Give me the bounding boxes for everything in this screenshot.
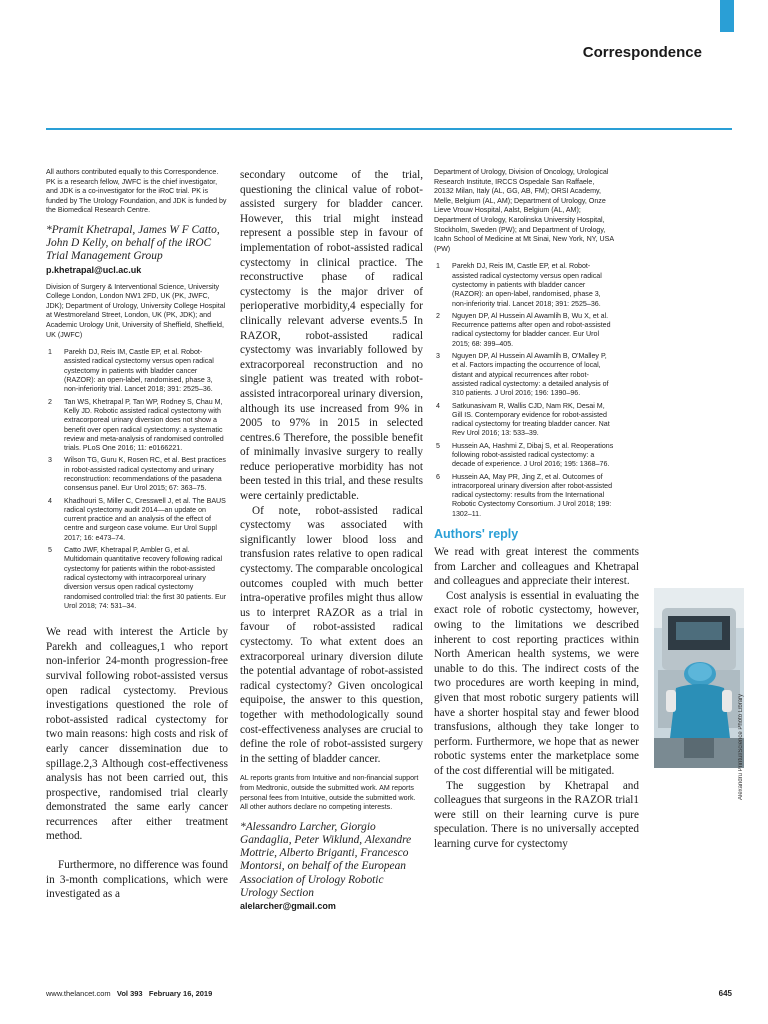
- surgeon-robot-photo: [654, 588, 744, 768]
- reference-text: Parekh DJ, Reis IM, Castle EP, et al. Robot-assisted radical cystectomy versus open radical cystectomy in patients with bladder cancer (RAZOR): an open-label, randomised, phase 3, non-inferiority trial. Lancet 2018; 391: 2525–36.: [452, 262, 602, 308]
- letter-paragraph: Of note, robot-assisted radical cystectomy was associated with significantly lower blood loss and transfusion rates relative to open radical cystectomy. The comparable oncological outcomes coupled with much better intra-operative profiles might thus allow us to interpret RAZOR as a trial in favour of robot-assisted radical cystectomy. To what extent does an extracorporeal urinary diversion dilute the potential advantage of robot-assisted radical cystectomy? Given oncological equipoise, the answer to this question, together with methodologically sound cost-effectiveness analyses are crucial to define the role of robot-assisted surgery in the setting of bladder cancer.: [240, 504, 423, 765]
- reference-item: [434, 473, 614, 519]
- reference-number: 3: [48, 456, 52, 465]
- reference-text: Hussein AA, May PR, Jing Z, et al. Outcomes of intracorporeal urinary diversion after robot-assisted radical cystectomy: results from the International Robotic Cystectomy Consortium. J Urol 2018; 199: 1302–11.: [452, 472, 613, 518]
- reference-item: [46, 546, 228, 611]
- header-rule: [46, 128, 732, 130]
- affiliation: Division of Surgery & Interventional Science, University College London, London NW1 2FD, UK (PK, JWFC, JDK); Department of Urology, University College Hospital at Westmoreland Street, London, UK (PK, JDK); and Academic Urology Unit, University of Sheffield, Sheffield, UK (JWFC): [46, 282, 226, 339]
- affiliation: Department of Urology, Division of Oncology, Urological Research Institute, IRCCS Ospedale San Raffaele, 20132 Milan, Italy (AL, GG, AB, FM); ORSI Academy, Melle, Belgium (AL, AM); Department of Urology, Onze Lieve Vrouw Hospital, Aalst, Belgium (AL, AM); Department of Urology, Karolinska University Hospital, Stockholm, Sweden (PW); and Department of Urology, Icahn School of Medicine at Mt Sinai, New York, NY, USA (PW): [434, 168, 614, 253]
- signature-names: *Alessandro Larcher, Giorgio Gandaglia, Peter Wiklund, Alexandre Mottrie, Alberto Briganti, Francesco Montorsi, on behalf of the European Association of Urology Robotic Urology Section: [240, 820, 412, 899]
- reference-item: [434, 442, 614, 470]
- reference-item: [434, 402, 614, 439]
- signature-email[interactable]: p.khetrapal@ucl.ac.uk: [46, 264, 142, 275]
- column-2: [240, 168, 423, 919]
- reference-text: Satkunasivam R, Wallis CJD, Nam RK, Desai M, Gill IS. Contemporary evidence for robot-assisted radical cystectomy for treating bladder cancer. Nat Rev Urol 2016; 13: 533–39.: [452, 401, 610, 438]
- reference-number: 3: [436, 352, 440, 361]
- reference-item: [46, 497, 228, 543]
- reference-item: [46, 348, 228, 394]
- signature-names: *Pramit Khetrapal, James W F Catto, John D Kelly, on behalf of the iROC Trial Management Group: [46, 223, 220, 263]
- footer-site[interactable]: www.thelancet.com: [46, 989, 111, 998]
- photo-credit: Alexandru Printul/Science Photo Library: [738, 693, 744, 800]
- reference-text: Tan WS, Khetrapal P, Tan WP, Rodney S, Chau M, Kelly JD. Robotic assisted radical cystectomy with extracorporeal urinary diversion does not show a benefit over open radical cystectomy: a systematic review and meta-analysis of randomised controlled trials. PLoS One 2016; 11: e0166221.: [64, 397, 224, 453]
- reference-text: Parekh DJ, Reis IM, Castle EP, et al. Robot-assisted radical cystectomy versus open radical cystectomy in patients with bladder cancer (RAZOR): an open-label, randomised, phase 3, non-inferiority trial. Lancet 2018; 391: 2525–36.: [64, 348, 214, 394]
- page-number: 645: [718, 989, 732, 998]
- reply-heading: Authors' reply: [434, 527, 519, 542]
- reference-number: 5: [436, 441, 440, 450]
- reference-item: [46, 398, 228, 454]
- reference-number: 2: [436, 311, 440, 320]
- reference-text: Hussein AA, Hashmi Z, Dibaj S, et al. Reoperations following robot-assisted radical cystectomy: a decade of experience. J Urol 2016; 195: 1368–76.: [452, 441, 614, 469]
- reply-paragraph: We read with great interest the comments from Larcher and colleagues and Khetrapal and colleagues and appreciate their interest.: [434, 546, 639, 588]
- reference-text: Nguyen DP, Al Hussein Al Awamlih B, O'Malley P, et al. Factors impacting the occurrence of local, distant and atypical recurrences after robot-assisted radical cystectomy: a detailed analysis of 310 patients. J Urol 2016; 196: 1390–96.: [452, 352, 609, 398]
- reference-number: 6: [436, 472, 440, 481]
- reference-text: Catto JWF, Khetrapal P, Ambler G, et al. Multidomain quantitative recovery following radical cystectomy for patients within the robot-assisted radical cystectomy with intracorporeal urinary diversion versus open radical cystectomy randomised controlled trial: the first 30 patients. Eur Urol 2018; 74: 531–34.: [64, 546, 227, 610]
- reference-item: [46, 456, 228, 493]
- reference-list: [434, 262, 614, 519]
- disclosure: AL reports grants from Intuitive and non-financial support from Medtronic, outside the submitted work. AM reports personal fees from Intuitive, outside the submitted work. All other authors declare no competing interests.: [240, 774, 419, 812]
- section-title: Correspondence: [582, 44, 702, 61]
- reference-number: 4: [48, 496, 52, 505]
- reference-text: Khadhouri S, Miller C, Cresswell J, et al. The BAUS radical cystectomy audit 2014—an update on current practice and an analysis of the effect of centre and surgeon case volume. Eur Urol Suppl 2017; 16: e473–74.: [64, 496, 226, 542]
- reference-number: 5: [48, 546, 52, 555]
- reference-text: Wilson TG, Guru K, Rosen RC, et al. Best practices in robot-assisted radical cystectomy and urinary reconstruction: recommendations of the pasadena consensus panel. Eur Urol 2015; 67: 363–75.: [64, 456, 226, 493]
- letter-paragraph: We read with interest the Article by Parekh and colleagues,1 who report non-inferior 24-month progression-free survival following robot-assisted versus open radical cystectomy. Previous investigations questioned the role of robot-assisted radical cystectomy for two main reasons: high costs and risk of early cancer dissemination due to spillage.2,3 Although cost-effectiveness analysis has not been carried out, this prospective, randomised trial clearly demonstrated the same early cancer recurrences after either treatment method.: [46, 626, 228, 843]
- reference-list: [46, 348, 228, 611]
- reference-number: 2: [48, 397, 52, 406]
- reference-item: [434, 352, 614, 398]
- accent-bar: [720, 0, 734, 32]
- reference-text: Nguyen DP, Al Hussein Al Awamlih B, Wu X, et al. Recurrence patterns after open and robot-assisted radical cystectomy for bladder cancer. Eur Urol 2015; 68: 399–405.: [452, 311, 611, 348]
- reference-number: 1: [436, 262, 440, 271]
- reference-item: [434, 262, 614, 308]
- signature-email[interactable]: alelarcher@gmail.com: [240, 900, 336, 911]
- funding-note: All authors contributed equally to this Correspondence. PK is a research fellow, JWFC is the chief investigator, and JDK is a co-investigator for the iRoC trial. PK is funded by The Urology Foundation, and JDK is funded by the Biomedical Research Centre.: [46, 168, 227, 215]
- reply-paragraph: The suggestion by Khetrapal and colleagues that surgeons in the RAZOR trial1 were still on their learning curve is pure speculation. There is no universally accepted learning curve for cystectomy: [434, 779, 639, 850]
- reference-number: 1: [48, 348, 52, 357]
- reference-number: 4: [436, 401, 440, 410]
- reply-paragraph: Cost analysis is essential in evaluating the exact role of robotic cystectomy, however, owing to the limitations we described inherent to cost reporting practices within North American health systems, we were unable to do this. The indirect costs of the two procedures are worth keeping in mind, given that most robotic surgery patients will have a shorter hospital stay and fewer blood transfusions, although they take longer to perform. Furthermore, we hope that as newer robotic systems enter the marketplace some of the cost differential will be mitigated.: [434, 589, 639, 777]
- letter-paragraph: secondary outcome of the trial, questioning the clinical value of robot-assisted surgery for bladder cancer. However, this trial might instead represent a possible step in favour of implementation of robot-assisted radical cystectomy in clinical practice. The reconstructive phase of radical cystectomy is the major driver of perioperative morbidity,4 especially for clinically relevant adverse events.5 In RAZOR, robot-assisted radical cystectomy was invariably followed by extracorporeal reconstruction and no single patient was treated with robot-assisted intracorporeal urinary diversion, although its use increased from 9% in 2005 to 97% in 2015 in selected centres.6 Therefore, the possible benefit of minimally invasive surgery to really reduce perioperative morbidity has not been tested in this trial, and these results were certainly predictable.: [240, 169, 423, 503]
- footer-volume: Vol 393: [116, 989, 143, 998]
- column-1: [46, 168, 228, 902]
- column-3: [434, 168, 639, 852]
- letter-paragraph: Furthermore, no difference was found in 3-month complications, which were investigated as a: [46, 859, 228, 901]
- footer-citation: [46, 989, 212, 998]
- reference-item: [434, 312, 614, 349]
- footer-date: February 16, 2019: [148, 989, 213, 998]
